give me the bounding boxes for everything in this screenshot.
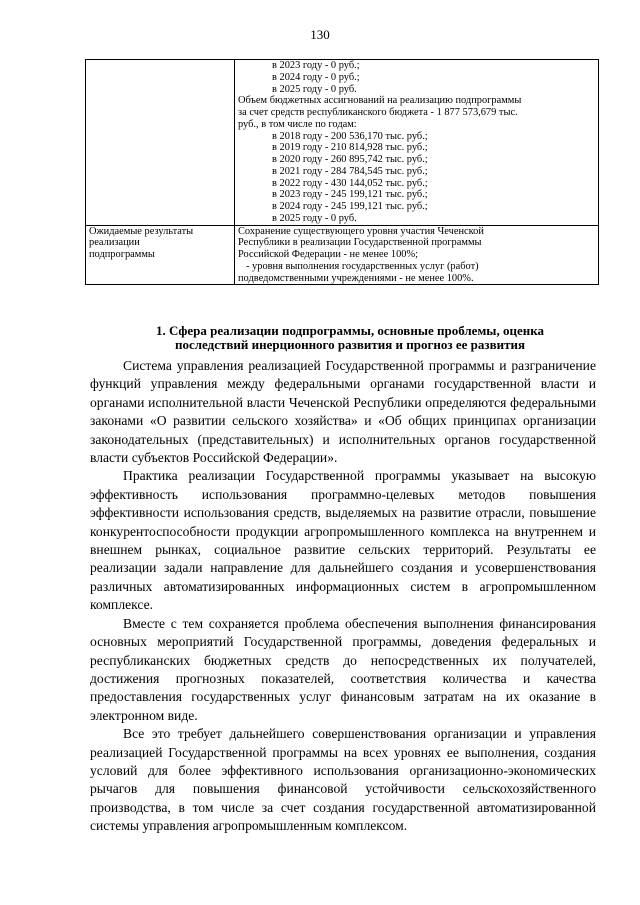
result-line: подведомственными учреждениями - не менее 100%. [238,272,474,284]
body-text [90,357,596,836]
funding-year-line: в 2023 году - 0 руб.; [272,60,360,71]
funding-year-line: в 2022 году - 430 144,052 тыс. руб.; [272,177,428,189]
row-label-expected-results [86,225,235,285]
paragraph: Вместе с тем сохраняется проблема обеспечения выполнения финансирования основных мероприятий Государственной программы, доведения федеральных и республиканских бюджетных средств до непосредственных их получателей, достижения прогнозных показателей, соответствия количества и качества предоставления государственных услуг финансовым затратам на их оказание в электронном виде. [90,615,596,723]
result-line: Республики в реализации Государственной программы [238,237,482,249]
funding-year-line: в 2023 году - 245 199,121 тыс. руб.; [272,189,428,201]
page-number: 130 [310,27,330,42]
paragraph: Система управления реализацией Государственной программы и разграничение функций управления между федеральными органами государственной власти и органами исполнительной власти Чеченской Республики определяются федеральными законами «О развитии сельского хозяйства» и «Об общих принципах организации законодательных (представительных) и исполнительных органов государственной власти субъектов Российской Федерации». [90,358,596,466]
expected-results-cell [235,225,599,285]
result-line: - уровня выполнения государственных услуг (работ) [246,260,479,272]
table-row-expected-results [86,225,599,285]
funding-cell [235,60,599,226]
funding-year-line: в 2020 году - 260 895,742 тыс. руб.; [272,154,428,165]
funding-lines [238,60,595,225]
result-line: Сохранение существующего уровня участия Чеченской [238,225,484,237]
funding-total-line: за счет средств республиканского бюджета - 1 877 573,679 тыс. [238,107,518,118]
funding-year-line: в 2025 году - 0 руб. [272,83,357,95]
section-title-line: последствий инерционного развития и прогноз ее развития [174,337,526,352]
table-row-funding [86,60,599,226]
section-title [100,324,600,352]
funding-total-line: руб., в том числе по годам: [238,118,357,130]
funding-total-line: Объем бюджетных ассигнований на реализацию подпрограммы [238,95,522,107]
section-title-line: 1. Сфера реализации подпрограммы, основные проблемы, оценка [155,323,544,338]
funding-year-line: в 2025 году - 0 руб. [272,212,357,224]
paragraph: Все это требует дальнейшего совершенствования организации и управления реализацией Государственной программы на всех уровнях ее выполнения, создания условий для более эффективного использования организационно-экономических рычагов для повышения финансовой устойчивости сельскохозяйственного производства, в том числе за счет создания государственной автоматизированной системы управления агропромышленным комплексом. [90,726,596,834]
label-line: реализации [89,237,140,249]
subprogram-passport-table [85,59,599,285]
label-line: подпрограммы [89,249,155,260]
funding-year-line: в 2021 году - 284 784,545 тыс. руб.; [272,165,428,177]
funding-year-line: в 2019 году - 210 814,928 тыс. руб.; [272,142,428,154]
funding-year-line: в 2024 году - 0 руб.; [272,71,360,83]
result-line: Российской Федерации - не менее 100%; [238,249,418,260]
funding-year-line: в 2018 году - 200 536,170 тыс. руб.; [272,130,428,142]
row-label-empty [86,60,235,226]
label-line: Ожидаемые результаты [89,225,194,237]
paragraph: Практика реализации Государственной программы указывает на высокую эффективность использования программно-целевых методов повышения эффективности использования средств, выделяемых на развитие отрасли, повышение конкурентоспособности продукции агропромышленного комплекса на внутреннем и внешнем рынках, социальное развитие сельских территорий. Результаты ее реализации задали направление для дальнейшего создания и усовершенствования различных автоматизированных информационных систем в агропромышленном комплексе. [90,468,596,613]
funding-year-line: в 2024 году - 245 199,121 тыс. руб.; [272,201,428,212]
